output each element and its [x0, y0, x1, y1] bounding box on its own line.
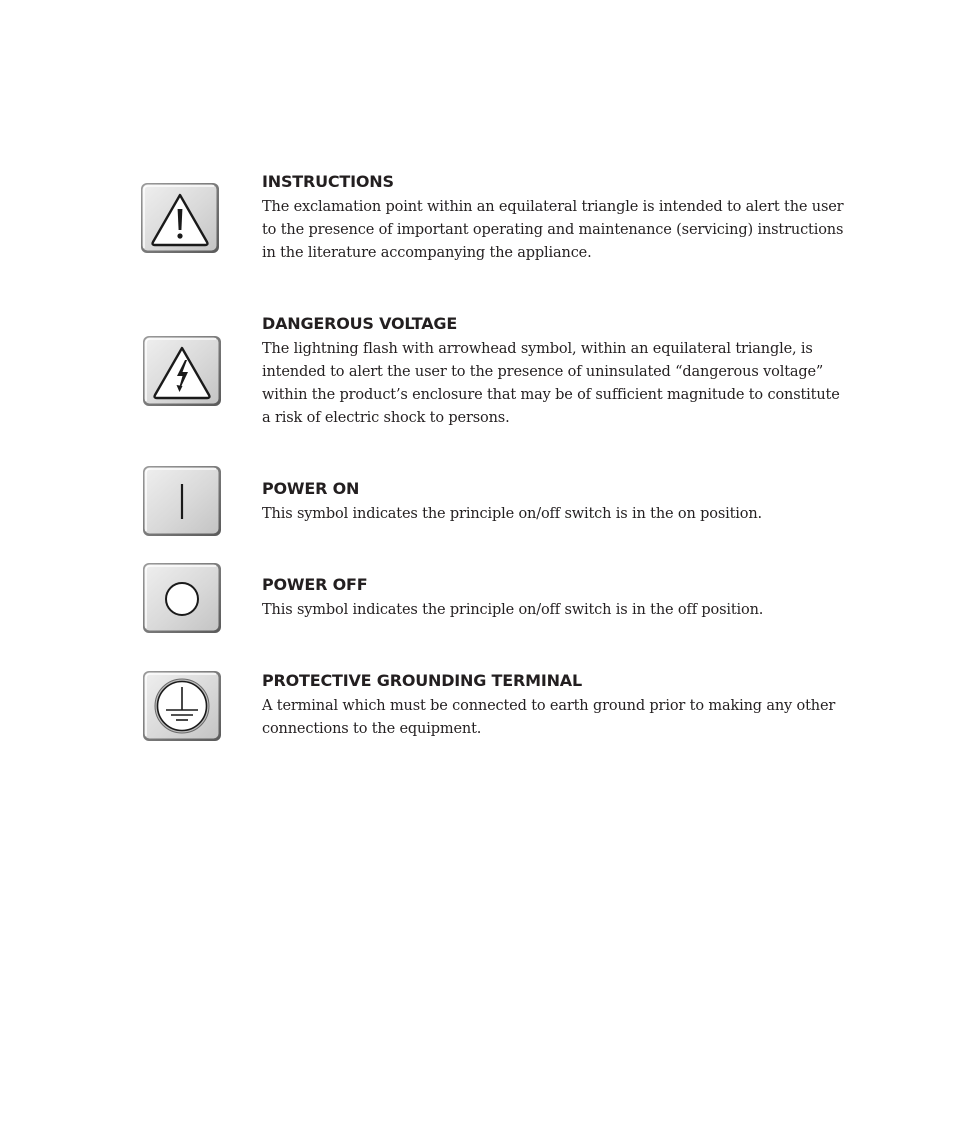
- entry-description: This symbol indicates the principle on/off switch is in the off position.: [262, 602, 764, 618]
- exclamation-triangle-icon: [140, 182, 220, 254]
- entry-heading: DANGEROUS VOLTAGE: [262, 314, 458, 333]
- power-on-icon: [142, 465, 222, 537]
- power-off-icon: [142, 562, 222, 634]
- entry-description: This symbol indicates the principle on/off switch is in the on position.: [262, 506, 763, 522]
- entry-description: The exclamation point within an equilateral triangle is intended to alert the user to the presence of important operating and maintenance (servicing) instructions in the literature accompanying the appliance.: [262, 199, 844, 261]
- entry-heading: POWER OFF: [262, 575, 368, 594]
- entry-heading: PROTECTIVE GROUNDING TERMINAL: [262, 671, 582, 690]
- lightning-triangle-icon: [142, 335, 222, 407]
- entry-heading: INSTRUCTIONS: [262, 172, 394, 191]
- protective-ground-icon: [142, 670, 222, 742]
- entry-description: A terminal which must be connected to earth ground prior to making any other connections to the equipment.: [262, 698, 836, 737]
- entry-description: The lightning flash with arrowhead symbol, within an equilateral triangle, is intended to alert the user to the presence of uninsulated “dangerous voltage” within the product’s enclosure that may be of sufficient magnitude to constitute a risk of electric shock to persons.: [262, 341, 840, 426]
- entry-heading: POWER ON: [262, 479, 360, 498]
